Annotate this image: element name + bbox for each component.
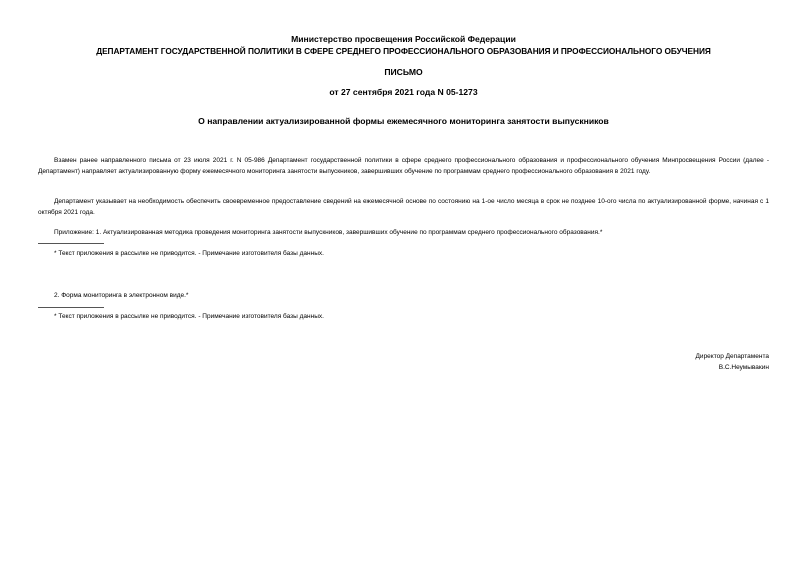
document-type: ПИСЬМО — [384, 67, 423, 77]
footnote-2: * Текст приложения в рассылке не приводится. - Примечание изготовителя базы данных. — [54, 313, 324, 320]
footnote-divider — [38, 243, 104, 244]
footnote-1: * Текст приложения в рассылке не приводится. - Примечание изготовителя базы данных. — [54, 250, 324, 257]
body-paragraph-1: Взамен ранее направленного письма от 23 июля 2021 г. N 05-986 Департамент государственной политики в сфере среднего профессионального образования и профессионального обучения Минпросвещения России (далее - Департамент) направляет актуализированную форму ежемесячного мониторинга занятости выпускников, завершивших обучение по программам среднего профессионального образования в 2021 году. — [38, 157, 769, 175]
signatory-name: В.С.Неумывакин — [718, 364, 769, 371]
attachment-2: 2. Форма мониторинга в электронном виде.* — [54, 292, 189, 299]
ministry-name: Министерство просвещения Российской Федерации — [291, 34, 516, 44]
department-name: ДЕПАРТАМЕНТ ГОСУДАРСТВЕННОЙ ПОЛИТИКИ В СФЕРЕ СРЕДНЕГО ПРОФЕССИОНАЛЬНОГО ОБРАЗОВАНИЯ И ПРОФЕССИОНАЛЬНОГО ОБУЧЕНИЯ — [96, 46, 711, 56]
document-subject: О направлении актуализированной формы ежемесячного мониторинга занятости выпускников — [198, 116, 609, 126]
footnote-divider — [38, 307, 104, 308]
body-paragraph-2: Департамент указывает на необходимость обеспечить своевременное предоставление сведений на ежемесячной основе по состоянию на 1-ое число месяца в срок не позднее 10-ого числа по актуализированной форме, начиная с 1 октября 2021 года. — [38, 198, 769, 216]
attachment-1: Приложение: 1. Актуализированная методика проведения мониторинга занятости выпускников, завершивших обучение по программам среднего профессионального образования.* — [54, 229, 603, 236]
document-date-number: от 27 сентября 2021 года N 05-1273 — [329, 87, 478, 97]
signatory-title: Директор Департамента — [695, 353, 769, 360]
